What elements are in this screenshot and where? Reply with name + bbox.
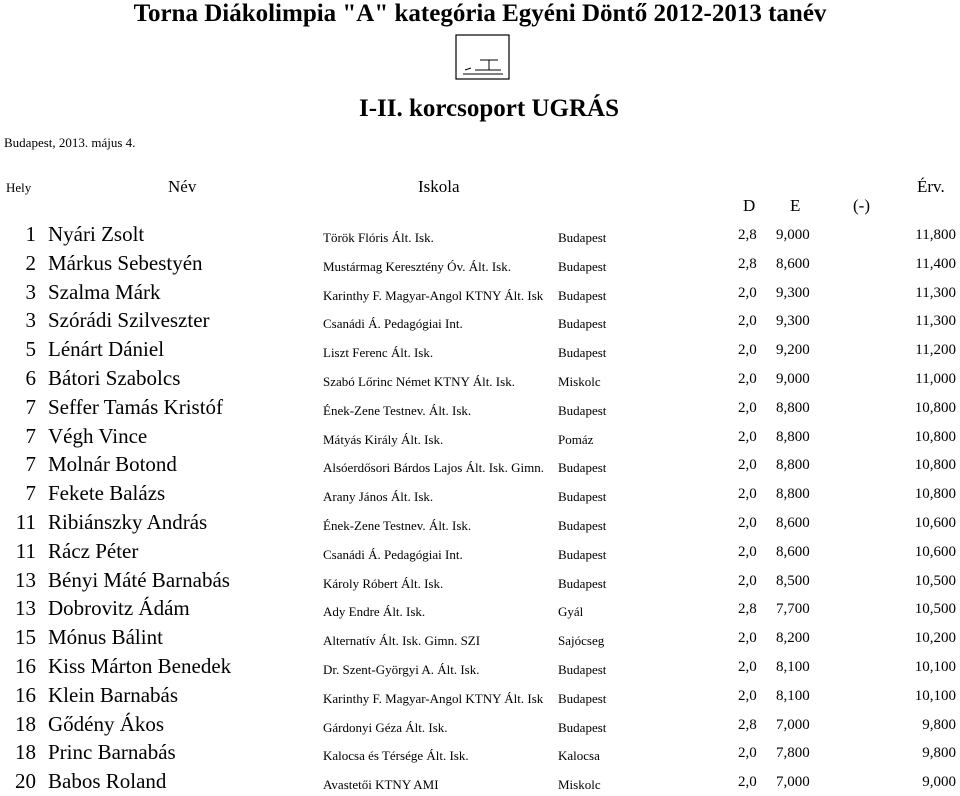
table-row	[0, 220, 960, 249]
city-cell: Budapest	[558, 460, 607, 476]
school-cell: Gárdonyi Géza Ált. Isk.	[323, 719, 448, 735]
d-score-cell: 2,0	[738, 774, 757, 791]
e-score-cell: 8,800	[776, 457, 810, 474]
rank-cell: 11	[15, 538, 36, 563]
e-score-cell: 8,600	[776, 255, 810, 272]
city-cell: Budapest	[558, 575, 607, 591]
name-cell: Molnár Botond	[48, 452, 177, 477]
city-cell: Budapest	[558, 489, 607, 505]
city-cell: Sajócseg	[558, 633, 605, 649]
e-score-cell: 7,000	[776, 774, 810, 791]
rank-cell: 13	[15, 567, 36, 592]
total-score-cell: 11,300	[915, 313, 956, 330]
column-header-penalty: (-)	[853, 196, 870, 215]
total-score-cell: 9,000	[922, 774, 956, 791]
name-cell: Fekete Balázs	[48, 481, 166, 506]
city-cell: Miskolc	[558, 373, 601, 389]
table-row	[0, 537, 960, 566]
d-score-cell: 2,0	[738, 284, 757, 301]
d-score-cell: 2,0	[738, 457, 757, 474]
rank-cell: 7	[25, 394, 36, 419]
table-row	[0, 422, 960, 451]
city-cell: Budapest	[558, 258, 607, 274]
school-cell: Ének-Zene Testnev. Ált. Isk.	[323, 402, 472, 418]
school-cell: Csanádi Á. Pedagógiai Int.	[323, 316, 463, 332]
e-score-cell: 9,000	[776, 370, 810, 387]
rank-cell: 18	[15, 711, 36, 736]
total-score-cell: 10,200	[914, 630, 956, 647]
d-score-cell: 2,0	[738, 486, 757, 503]
e-score-cell: 9,300	[776, 284, 810, 301]
name-cell: Szórádi Szilveszter	[48, 308, 210, 333]
table-row	[0, 710, 960, 739]
table-row	[0, 364, 960, 393]
rank-cell: 7	[25, 481, 36, 506]
name-cell: Nyári Zsolt	[48, 222, 145, 246]
table-row	[0, 335, 960, 364]
city-cell: Budapest	[558, 287, 607, 303]
total-score-cell: 10,800	[914, 486, 956, 503]
rank-cell: 7	[25, 423, 36, 448]
rank-cell: 7	[25, 452, 36, 477]
name-cell: Szalma Márk	[48, 279, 161, 304]
city-cell: Budapest	[558, 546, 607, 562]
name-cell: Babos Roland	[48, 769, 167, 794]
rank-cell: 3	[25, 279, 36, 304]
table-row	[0, 594, 960, 623]
school-cell: Liszt Ferenc Ált. Isk.	[323, 345, 434, 361]
e-score-cell: 8,600	[776, 514, 810, 531]
rank-cell: 6	[25, 365, 36, 390]
city-cell: Budapest	[558, 230, 607, 245]
name-cell: Kiss Márton Benedek	[48, 653, 232, 678]
table-row	[0, 508, 960, 537]
total-score-cell: 11,800	[915, 227, 956, 243]
school-cell: Avastetői KTNY AMI	[323, 777, 439, 793]
total-score-cell: 10,600	[914, 543, 956, 560]
d-score-cell: 2,0	[738, 543, 757, 560]
table-row	[0, 249, 960, 278]
table-row	[0, 393, 960, 422]
d-score-cell: 2,8	[738, 601, 757, 618]
rank-cell: 18	[15, 740, 36, 765]
total-score-cell: 11,000	[915, 370, 956, 387]
total-score-cell: 9,800	[922, 716, 956, 733]
rank-cell: 16	[15, 682, 36, 707]
vaulting-horse-icon	[455, 34, 510, 80]
school-cell: Alternatív Ált. Isk. Gimn. SZI	[323, 633, 481, 649]
e-score-cell: 8,600	[776, 543, 810, 560]
e-score-cell: 7,800	[776, 745, 810, 762]
school-cell: Alsóerdősori Bárdos Lajos Ált. Isk. Gimn.	[323, 460, 544, 476]
name-cell: Bényi Máté Barnabás	[48, 567, 230, 592]
e-score-cell: 8,100	[776, 687, 810, 704]
name-cell: Lénárt Dániel	[48, 337, 165, 362]
d-score-cell: 2,0	[738, 342, 757, 359]
table-row	[0, 623, 960, 652]
name-cell: Gődény Ákos	[48, 711, 165, 736]
page-title: Torna Diákolimpia "A" kategória Egyéni Döntő 2012-2013 tanév	[133, 0, 827, 27]
total-score-cell: 10,500	[914, 572, 956, 589]
total-score-cell: 10,600	[914, 514, 956, 531]
total-score-cell: 11,200	[915, 342, 956, 359]
d-score-cell: 2,8	[738, 227, 757, 243]
page-subtitle: I-II. korcsoport UGRÁS	[359, 95, 619, 122]
city-cell: Gyál	[558, 604, 584, 620]
rank-cell: 16	[15, 653, 36, 678]
column-header-name: Név	[168, 177, 197, 196]
city-cell: Kalocsa	[558, 748, 600, 764]
city-cell: Budapest	[558, 661, 607, 677]
name-cell: Dobrovitz Ádám	[48, 596, 190, 621]
name-cell: Rácz Péter	[48, 538, 139, 563]
d-score-cell: 2,0	[738, 630, 757, 647]
name-cell: Bátori Szabolcs	[48, 365, 181, 390]
d-score-cell: 2,0	[738, 687, 757, 704]
e-score-cell: 9,000	[776, 227, 810, 243]
city-cell: Budapest	[558, 316, 607, 332]
d-score-cell: 2,0	[738, 572, 757, 589]
name-cell: Seffer Tamás Kristóf	[48, 394, 224, 419]
d-score-cell: 2,8	[738, 716, 757, 733]
e-score-cell: 8,100	[776, 658, 810, 675]
city-cell: Budapest	[558, 345, 607, 361]
rank-cell: 5	[25, 337, 36, 362]
table-row	[0, 278, 960, 307]
name-cell: Ribiánszky András	[48, 509, 208, 534]
d-score-cell: 2,0	[738, 370, 757, 387]
d-score-cell: 2,0	[738, 658, 757, 675]
total-score-cell: 11,300	[915, 284, 956, 301]
e-score-cell: 8,500	[776, 572, 810, 589]
rank-cell: 13	[15, 596, 36, 621]
rank-cell: 3	[25, 308, 36, 333]
rank-cell: 2	[25, 250, 36, 275]
column-header-e: E	[790, 196, 801, 215]
column-header-school: Iskola	[418, 177, 460, 196]
name-cell: Végh Vince	[48, 423, 148, 448]
table-row	[0, 767, 960, 796]
city-cell: Budapest	[558, 402, 607, 418]
school-cell: Karinthy F. Magyar-Angol KTNY Ált. Isk	[323, 287, 544, 303]
e-score-cell: 8,200	[776, 630, 810, 647]
column-header-valid: Érv.	[917, 177, 945, 196]
total-score-cell: 10,500	[914, 601, 956, 618]
column-header-place: Hely	[6, 180, 32, 195]
d-score-cell: 2,0	[738, 745, 757, 762]
d-score-cell: 2,0	[738, 428, 757, 445]
table-row	[0, 450, 960, 479]
city-cell: Pomáz	[558, 431, 594, 447]
total-score-cell: 10,100	[914, 658, 956, 675]
city-cell: Miskolc	[558, 777, 601, 793]
city-cell: Budapest	[558, 719, 607, 735]
total-score-cell: 10,800	[914, 428, 956, 445]
name-cell: Márkus Sebestyén	[48, 250, 203, 275]
table-row	[0, 652, 960, 681]
rank-cell: 11	[15, 509, 36, 534]
school-cell: Kalocsa és Térsége Ált. Isk.	[323, 748, 469, 764]
school-cell: Dr. Szent-Györgyi A. Ált. Isk.	[323, 661, 480, 677]
e-score-cell: 9,200	[776, 342, 810, 359]
total-score-cell: 10,800	[914, 399, 956, 416]
e-score-cell: 7,700	[776, 601, 810, 618]
school-cell: Mátyás Király Ált. Isk.	[323, 431, 444, 447]
total-score-cell: 10,100	[914, 687, 956, 704]
name-cell: Princ Barnabás	[48, 740, 176, 765]
city-cell: Budapest	[558, 690, 607, 706]
school-cell: Csanádi Á. Pedagógiai Int.	[323, 546, 463, 562]
total-score-cell: 10,800	[914, 457, 956, 474]
d-score-cell: 2,0	[738, 399, 757, 416]
name-cell: Klein Barnabás	[48, 682, 179, 707]
total-score-cell: 11,400	[915, 255, 956, 272]
e-score-cell: 8,800	[776, 399, 810, 416]
column-header-d: D	[743, 196, 756, 215]
table-row	[0, 738, 960, 767]
table-row	[0, 566, 960, 595]
results-table	[0, 220, 960, 796]
e-score-cell: 8,800	[776, 428, 810, 445]
rank-cell: 15	[15, 625, 36, 650]
e-score-cell: 7,000	[776, 716, 810, 733]
d-score-cell: 2,0	[738, 514, 757, 531]
rank-cell: 1	[25, 222, 36, 246]
school-cell: Ének-Zene Testnev. Ált. Isk.	[323, 517, 472, 533]
total-score-cell: 9,800	[922, 745, 956, 762]
e-score-cell: 8,800	[776, 486, 810, 503]
event-date: Budapest, 2013. május 4.	[4, 135, 136, 150]
city-cell: Budapest	[558, 517, 607, 533]
d-score-cell: 2,0	[738, 313, 757, 330]
d-score-cell: 2,8	[738, 255, 757, 272]
school-cell: Karinthy F. Magyar-Angol KTNY Ált. Isk	[323, 690, 544, 706]
table-row	[0, 681, 960, 710]
school-cell: Arany János Ált. Isk.	[323, 489, 434, 505]
school-cell: Szabó Lőrinc Német KTNY Ált. Isk.	[323, 373, 515, 389]
e-score-cell: 9,300	[776, 313, 810, 330]
rank-cell: 20	[15, 769, 36, 794]
table-row	[0, 306, 960, 335]
school-cell: Ady Endre Ált. Isk.	[323, 604, 426, 620]
table-row	[0, 479, 960, 508]
school-cell: Mustármag Keresztény Óv. Ált. Isk.	[323, 258, 511, 274]
school-cell: Török Flóris Ált. Isk.	[323, 230, 434, 245]
name-cell: Mónus Bálint	[48, 625, 163, 650]
school-cell: Károly Róbert Ált. Isk.	[323, 575, 444, 591]
